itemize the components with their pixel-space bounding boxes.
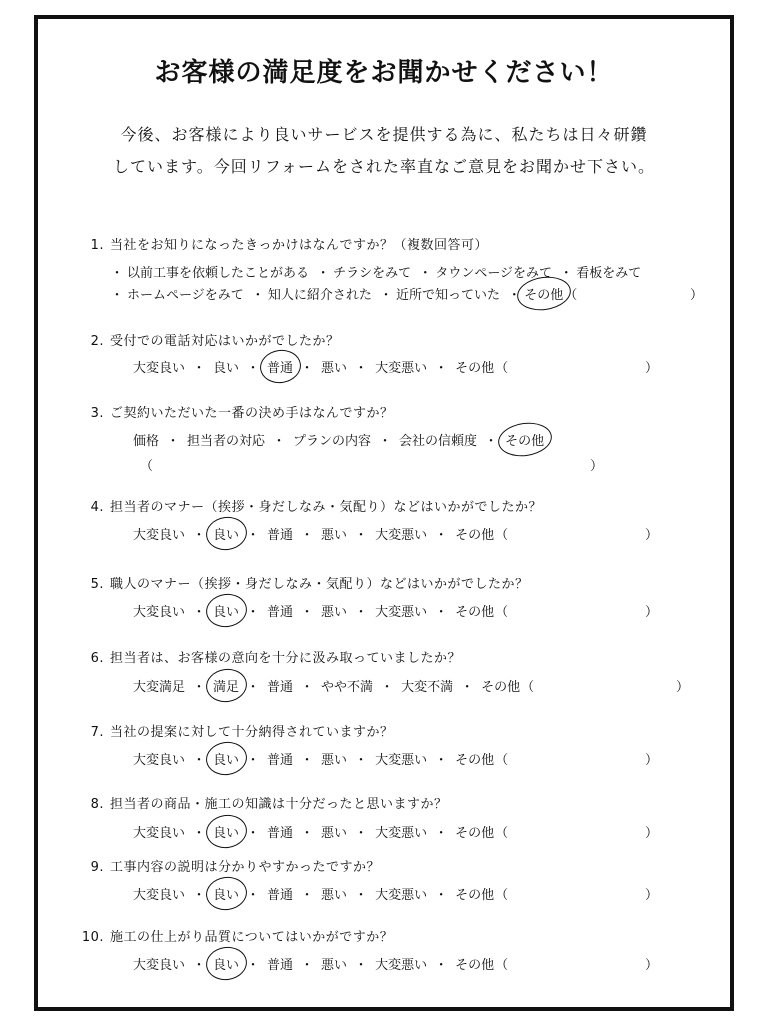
question-7-options xyxy=(132,749,508,768)
option-selected[interactable]: 良い xyxy=(212,601,240,620)
question-text: 職人のマナー（挨拶・身だしなみ・気配り）などはいかがでしたか？ xyxy=(110,577,529,592)
option[interactable]: 普通 xyxy=(267,528,294,543)
separator: ・ xyxy=(354,888,368,903)
option[interactable]: 普通 xyxy=(267,680,294,695)
question-text: 当社の提案に対して十分納得されていますか？ xyxy=(110,725,394,740)
separator: ・ xyxy=(434,826,448,841)
option[interactable]: 悪い xyxy=(321,528,348,543)
question-6-options xyxy=(132,676,534,695)
separator: ・ xyxy=(354,826,368,841)
separator: ・ xyxy=(354,361,368,376)
question-1 xyxy=(74,234,488,253)
open-paren: （ xyxy=(495,826,509,841)
separator: ・ xyxy=(246,958,260,973)
separator: ・ xyxy=(300,605,314,620)
option[interactable]: 悪い xyxy=(321,958,348,973)
separator: ・ xyxy=(354,958,368,973)
option-selected[interactable]: その他 xyxy=(523,284,564,303)
option[interactable]: 大変悪い xyxy=(375,958,428,973)
question-4 xyxy=(74,496,542,515)
question-number: 2. xyxy=(90,334,104,349)
close-paren: ） xyxy=(645,361,659,376)
option-selected[interactable]: 良い xyxy=(212,822,240,841)
close-paren: ） xyxy=(590,459,604,474)
open-paren: （ xyxy=(495,753,509,768)
option[interactable]: 大変良い xyxy=(133,958,186,973)
close-paren: ） xyxy=(645,958,659,973)
separator: ・ xyxy=(378,434,392,449)
separator: ・ xyxy=(300,361,314,376)
separator: ・ xyxy=(300,826,314,841)
close-paren: ） xyxy=(645,605,659,620)
separator: ・ xyxy=(192,361,206,376)
separator: ・ xyxy=(192,958,206,973)
question-text: ご契約いただいた一番の決め手はなんですか？ xyxy=(110,406,394,421)
separator: ・ xyxy=(110,266,124,281)
question-3-options xyxy=(132,430,545,449)
option[interactable]: 大変良い xyxy=(133,361,186,376)
separator: ・ xyxy=(418,266,432,281)
option[interactable]: 大変悪い xyxy=(375,888,428,903)
question-number: 4. xyxy=(90,500,104,515)
option[interactable]: その他 xyxy=(455,361,495,376)
option[interactable]: 大変悪い xyxy=(375,361,428,376)
separator: ・ xyxy=(434,361,448,376)
option[interactable]: 価格 xyxy=(133,434,160,449)
separator: ・ xyxy=(246,528,260,543)
open-paren: （ xyxy=(495,528,509,543)
question-text: 担当者のマナー（挨拶・身だしなみ・気配り）などはいかがでしたか？ xyxy=(110,500,543,515)
separator: ・ xyxy=(507,288,521,303)
close-paren: ） xyxy=(645,826,659,841)
separator: ・ xyxy=(354,605,368,620)
question-4-options xyxy=(132,524,508,543)
separator: ・ xyxy=(300,888,314,903)
separator: ・ xyxy=(300,958,314,973)
question-number: 8. xyxy=(90,797,104,812)
separator: ・ xyxy=(272,434,286,449)
open-paren: （ xyxy=(495,958,509,973)
option[interactable]: タウンページをみて xyxy=(435,266,553,281)
separator: ・ xyxy=(246,826,260,841)
question-text: 工事内容の説明は分かりやすかったですか？ xyxy=(110,860,381,875)
separator: ・ xyxy=(110,288,124,303)
option[interactable]: その他 xyxy=(455,605,495,620)
separator: ・ xyxy=(434,528,448,543)
close-paren: ） xyxy=(645,528,659,543)
question-6 xyxy=(74,647,461,666)
option[interactable]: その他 xyxy=(455,753,495,768)
option[interactable]: 知人に紹介された xyxy=(267,288,372,303)
separator: ・ xyxy=(300,680,314,695)
question-9 xyxy=(74,856,380,875)
separator: ・ xyxy=(379,288,393,303)
question-10 xyxy=(74,926,393,945)
open-paren: （ xyxy=(495,605,509,620)
option[interactable]: 担当者の対応 xyxy=(187,434,266,449)
option[interactable]: 近所で知っていた xyxy=(396,288,501,303)
separator: ・ xyxy=(434,958,448,973)
option[interactable]: 悪い xyxy=(321,361,348,376)
question-text: 受付での電話対応はいかがでしたか？ xyxy=(110,334,340,349)
question-number: 6. xyxy=(90,651,104,666)
option-selected[interactable]: 良い xyxy=(212,749,240,768)
separator: ・ xyxy=(192,826,206,841)
close-paren: ） xyxy=(676,680,690,695)
option-selected[interactable]: その他 xyxy=(504,430,545,449)
question-number: 7. xyxy=(90,725,104,740)
option[interactable]: 大変悪い xyxy=(375,528,428,543)
separator: ・ xyxy=(246,753,260,768)
separator: ・ xyxy=(300,753,314,768)
open-paren: （ xyxy=(140,459,154,474)
option[interactable]: 会社の信頼度 xyxy=(399,434,478,449)
close-paren: ） xyxy=(690,288,704,303)
separator: ・ xyxy=(192,888,206,903)
option[interactable]: 大変良い xyxy=(133,528,186,543)
option[interactable]: その他 xyxy=(481,680,521,695)
separator: ・ xyxy=(246,680,260,695)
separator: ・ xyxy=(316,266,330,281)
separator: ・ xyxy=(246,888,260,903)
question-number: 1. xyxy=(90,238,104,253)
separator: ・ xyxy=(192,605,206,620)
question-number: 9. xyxy=(90,860,104,875)
question-5 xyxy=(74,573,529,592)
close-paren: ） xyxy=(645,888,659,903)
separator: ・ xyxy=(251,288,265,303)
question-number: 10. xyxy=(81,930,104,945)
open-paren: （ xyxy=(495,361,509,376)
option[interactable]: 悪い xyxy=(321,826,348,841)
option-selected[interactable]: 良い xyxy=(212,954,240,973)
option-selected[interactable]: 良い xyxy=(212,524,240,543)
separator: ・ xyxy=(354,528,368,543)
option[interactable]: 大変良い xyxy=(133,826,186,841)
option-selected[interactable]: 満足 xyxy=(212,676,240,695)
question-text: 担当者は、お客様の意向を十分に汲み取っていましたか？ xyxy=(110,651,462,666)
option[interactable]: 普通 xyxy=(267,605,294,620)
separator: ・ xyxy=(192,680,206,695)
question-10-options xyxy=(132,954,508,973)
intro-line-2: しています。今回リフォームをされた率直なご意見をお聞かせ下さい。 xyxy=(113,157,655,176)
question-8-options xyxy=(132,822,508,841)
option[interactable]: やや不満 xyxy=(321,680,374,695)
close-paren: ） xyxy=(645,753,659,768)
question-1-options-row-2 xyxy=(108,284,577,303)
question-3 xyxy=(74,402,394,421)
separator: ・ xyxy=(434,753,448,768)
option[interactable]: ホームページをみて xyxy=(127,288,244,303)
option[interactable]: 看板をみて xyxy=(576,266,642,281)
option[interactable]: 大変満足 xyxy=(133,680,186,695)
separator: ・ xyxy=(434,605,448,620)
option-selected[interactable]: 普通 xyxy=(266,357,294,376)
option[interactable]: 大変良い xyxy=(133,888,186,903)
option[interactable]: 普通 xyxy=(267,888,294,903)
question-8 xyxy=(74,793,448,812)
option[interactable]: 良い xyxy=(213,361,240,376)
option[interactable]: 悪い xyxy=(321,753,348,768)
question-text: 施工の仕上がり品質についてはいかがですか？ xyxy=(110,930,394,945)
option[interactable]: 大変不満 xyxy=(401,680,454,695)
question-1-options-row-1 xyxy=(108,262,642,281)
option[interactable]: その他 xyxy=(455,826,495,841)
separator: ・ xyxy=(380,680,394,695)
separator: ・ xyxy=(460,680,474,695)
separator: ・ xyxy=(354,753,368,768)
question-5-options xyxy=(132,601,508,620)
separator: ・ xyxy=(166,434,180,449)
separator: ・ xyxy=(300,528,314,543)
question-9-options xyxy=(132,884,508,903)
separator: ・ xyxy=(192,528,206,543)
option[interactable]: 悪い xyxy=(321,605,348,620)
option[interactable]: その他 xyxy=(455,528,495,543)
question-2-options xyxy=(132,357,508,376)
option[interactable]: 普通 xyxy=(267,826,294,841)
separator: ・ xyxy=(434,888,448,903)
option[interactable]: チラシをみて xyxy=(333,266,412,281)
option[interactable]: 大変悪い xyxy=(375,753,428,768)
question-number: 3. xyxy=(90,406,104,421)
separator: ・ xyxy=(246,605,260,620)
question-2 xyxy=(74,330,340,349)
option[interactable]: その他 xyxy=(455,958,495,973)
question-7 xyxy=(74,721,394,740)
option[interactable]: 以前工事を依頼したことがある xyxy=(127,266,310,281)
open-paren: （ xyxy=(521,680,535,695)
option-selected[interactable]: 良い xyxy=(212,884,240,903)
open-paren: （ xyxy=(564,288,578,303)
option[interactable]: 大変良い xyxy=(133,753,186,768)
option[interactable]: 大変良い xyxy=(133,605,186,620)
open-paren: （ xyxy=(495,888,509,903)
option[interactable]: 大変悪い xyxy=(375,605,428,620)
page-title: お客様の満足度をお聞かせください！ xyxy=(154,58,614,88)
separator: ・ xyxy=(246,361,260,376)
separator: ・ xyxy=(559,266,573,281)
option[interactable]: 普通 xyxy=(267,958,294,973)
question-text: 担当者の商品・施工の知識は十分だったと思いますか？ xyxy=(110,797,448,812)
intro-line-1: 今後、お客様により良いサービスを提供する為に、私たちは日々研鑽 xyxy=(120,125,648,144)
option[interactable]: 大変悪い xyxy=(375,826,428,841)
option[interactable]: 悪い xyxy=(321,888,348,903)
separator: ・ xyxy=(192,753,206,768)
question-number: 5. xyxy=(90,577,104,592)
option[interactable]: その他 xyxy=(455,888,495,903)
option[interactable]: 普通 xyxy=(267,753,294,768)
option[interactable]: プランの内容 xyxy=(293,434,372,449)
separator: ・ xyxy=(484,434,498,449)
question-text: 当社をお知りになったきっかけはなんですか？（複数回答可） xyxy=(110,238,489,253)
